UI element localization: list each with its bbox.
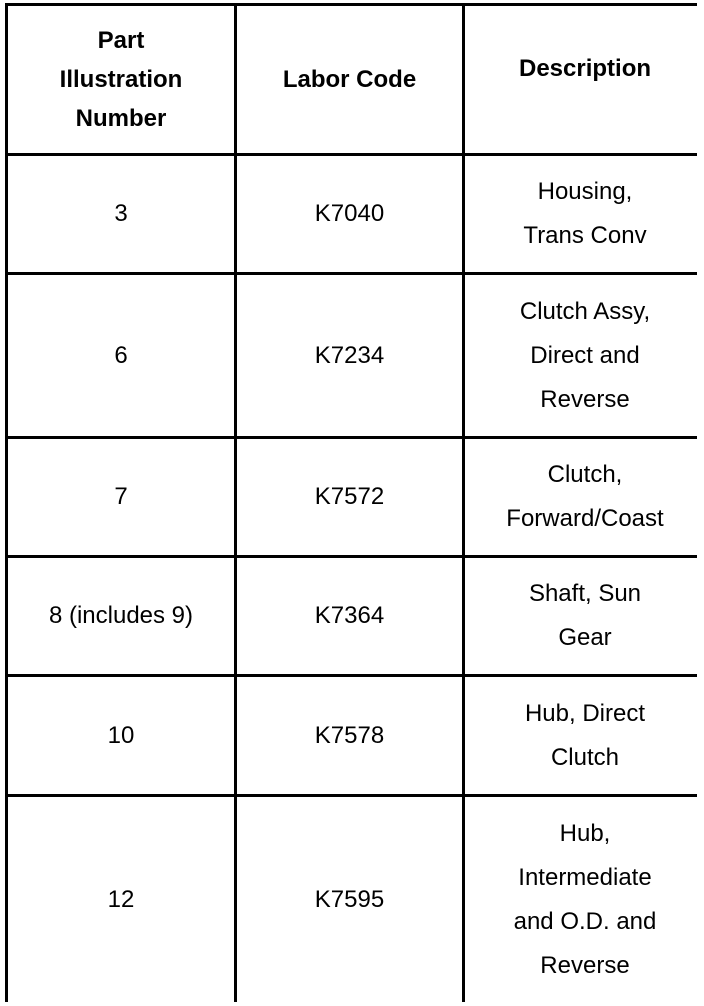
- part-number-cell: [7, 676, 236, 796]
- header-description-label: Description: [518, 55, 652, 82]
- description: Clutch Assy, Direct and Reverse: [519, 297, 651, 413]
- description: Housing, Trans Conv: [523, 178, 647, 249]
- part-number: 7: [114, 483, 128, 510]
- description-cell: [464, 676, 698, 796]
- part-number: 8 (includes 9): [48, 602, 194, 629]
- header-part-illustration-number: [7, 5, 236, 155]
- header-labor-label: Labor Code: [282, 66, 417, 93]
- part-number-cell: [7, 274, 236, 438]
- labor-code-table-container: [5, 3, 697, 1002]
- labor-code: K7578: [314, 721, 385, 749]
- labor-code: K7040: [314, 200, 385, 227]
- labor-code: K7364: [314, 602, 385, 629]
- description: Hub, Direct Clutch: [524, 699, 646, 771]
- part-number: 3: [114, 200, 128, 227]
- description-cell: [464, 155, 698, 274]
- part-number-cell: [7, 438, 236, 557]
- labor-code-cell: [236, 438, 464, 557]
- description-cell: [464, 438, 698, 557]
- part-number: 12: [107, 885, 135, 913]
- labor-code: K7595: [314, 885, 385, 913]
- labor-code-cell: [236, 557, 464, 676]
- table-row: [7, 438, 698, 557]
- part-number: 6: [114, 341, 128, 369]
- description: Shaft, Sun Gear: [528, 580, 642, 651]
- labor-code-table: [5, 3, 697, 1002]
- description: Clutch, Forward/Coast: [506, 461, 664, 532]
- table-row: [7, 796, 698, 1003]
- table-row: [7, 155, 698, 274]
- table-header-row: [7, 5, 698, 155]
- table-row: [7, 274, 698, 438]
- labor-code: K7572: [314, 483, 385, 510]
- labor-code-cell: [236, 274, 464, 438]
- labor-code: K7234: [314, 341, 385, 369]
- description-cell: [464, 274, 698, 438]
- table-row: [7, 676, 698, 796]
- part-number: 10: [107, 721, 135, 749]
- part-number-cell: [7, 155, 236, 274]
- part-number-cell: [7, 796, 236, 1003]
- table-row: [7, 557, 698, 676]
- labor-code-cell: [236, 796, 464, 1003]
- labor-code-cell: [236, 676, 464, 796]
- header-description: [464, 5, 698, 155]
- header-part-label: Part Illustration Number: [59, 27, 183, 132]
- header-labor-code: [236, 5, 464, 155]
- description-cell: [464, 796, 698, 1003]
- description-cell: [464, 557, 698, 676]
- part-number-cell: [7, 557, 236, 676]
- labor-code-cell: [236, 155, 464, 274]
- description: Hub, Intermediate and O.D. and Reverse: [513, 819, 657, 979]
